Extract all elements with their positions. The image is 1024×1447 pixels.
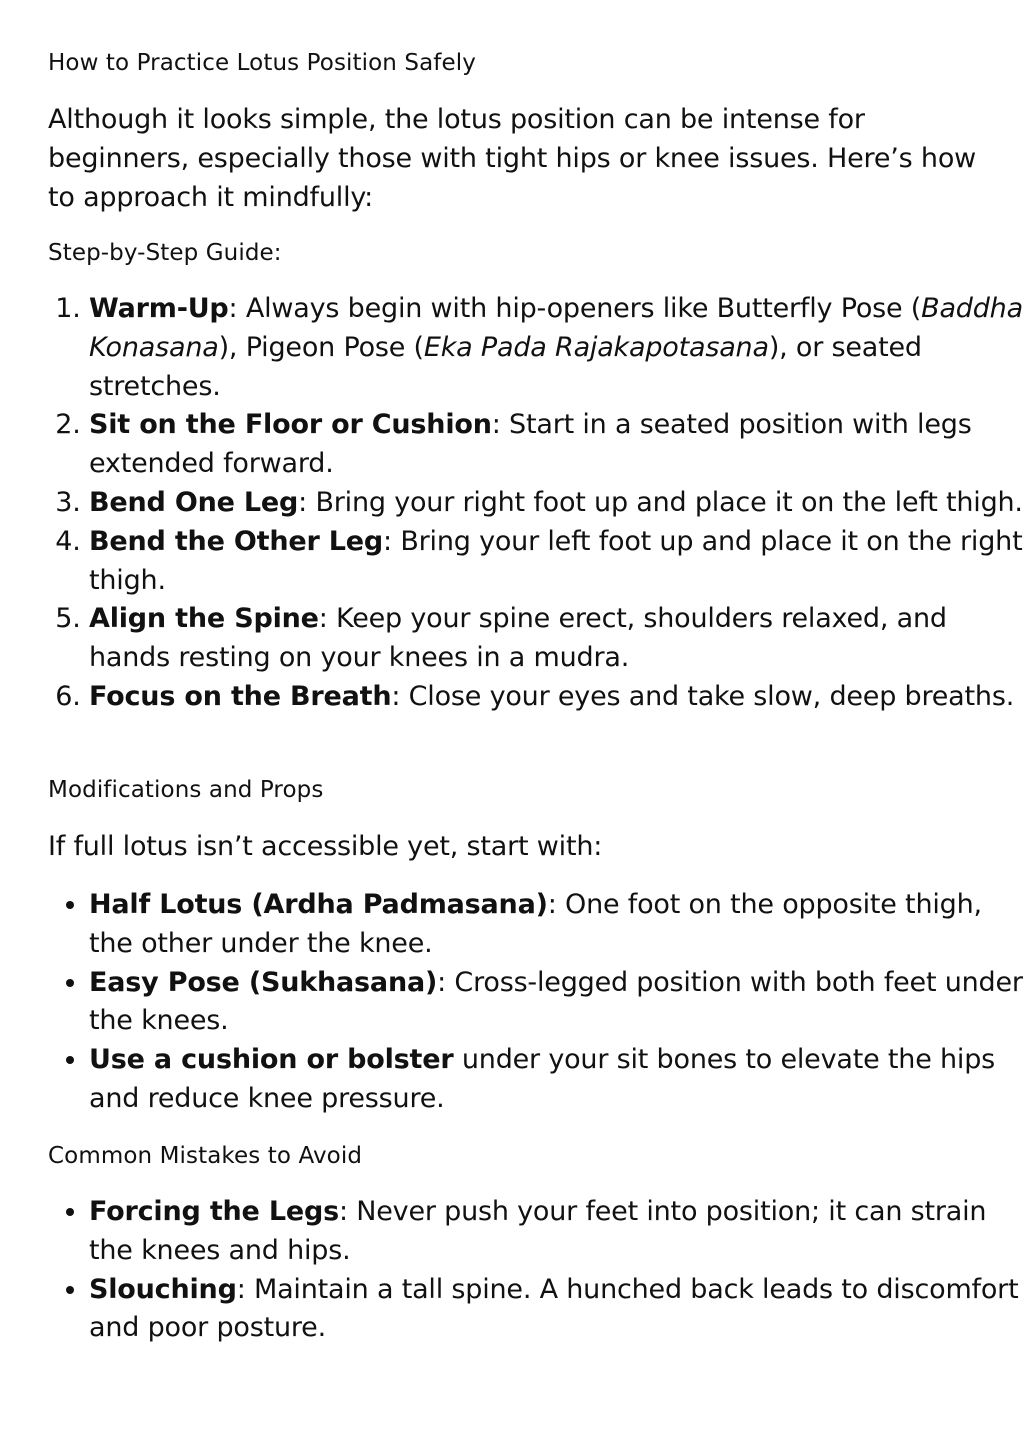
- step-title: Align the Spine: [89, 603, 319, 635]
- modifications-heading: Modifications and Props: [48, 777, 324, 803]
- step-title: Warm-Up: [89, 293, 229, 324]
- list-item: [89, 290, 1024, 406]
- steps-heading: Step-by-Step Guide:: [48, 240, 282, 266]
- list-item: [89, 1041, 1024, 1119]
- mistakes-list: [48, 1193, 1024, 1348]
- modifications-intro: If full lotus isn’t accessible yet, start with:: [48, 831, 603, 862]
- step-text: : Bring your right foot up and place it on the left thigh.: [298, 486, 1023, 518]
- step-text: ), Pigeon Pose (: [218, 331, 424, 363]
- item-title: Easy Pose (Sukhasana): [89, 966, 438, 998]
- list-item: [89, 964, 1024, 1042]
- step-text: : Always begin with hip-openers like Butterfly Pose (: [228, 293, 922, 324]
- item-text: : Cross-legged position with both feet under the knees.: [89, 966, 1023, 1037]
- list-item: [89, 678, 1024, 717]
- step-title: Bend the Other Leg: [89, 525, 384, 557]
- list-item: [89, 406, 1024, 484]
- list-item: [89, 523, 1024, 601]
- list-item: [89, 1193, 1024, 1271]
- page-title: How to Practice Lotus Position Safely: [48, 50, 476, 76]
- item-text: : Maintain a tall spine. A hunched back leads to discomfort and poor posture.: [89, 1273, 1019, 1344]
- steps-list: [48, 290, 1024, 717]
- list-item: [89, 1271, 1024, 1349]
- step-text: : Bring your left foot up and place it on the right thigh.: [89, 525, 1023, 596]
- step-italic: Baddha Konasana: [89, 293, 1023, 363]
- list-item: [89, 484, 1024, 523]
- item-title: Use a cushion or bolster: [89, 1044, 454, 1076]
- step-text: : Start in a seated position with legs extended forward.: [89, 409, 972, 480]
- item-title: Slouching: [89, 1273, 237, 1305]
- step-title: Bend One Leg: [89, 486, 299, 518]
- modifications-list: [48, 886, 1024, 1119]
- list-item: [89, 886, 1024, 964]
- item-text: : One foot on the opposite thigh, the other under the knee.: [89, 889, 982, 959]
- mistakes-heading: Common Mistakes to Avoid: [48, 1143, 363, 1169]
- item-text: : Never push your feet into position; it can strain the knees and hips.: [89, 1196, 987, 1266]
- item-title: Half Lotus (Ardha Padmasana): [89, 889, 548, 920]
- step-title: Focus on the Breath: [89, 680, 392, 712]
- step-text: : Close your eyes and take slow, deep breaths.: [391, 680, 1015, 712]
- intro-paragraph: Although it looks simple, the lotus position can be intense for beginners, especially those with tight hips or knee issues. Here’s how to approach it mindfully:: [48, 104, 977, 213]
- item-text: under your sit bones to elevate the hips and reduce knee pressure.: [89, 1044, 996, 1114]
- step-text: ), or seated stretches.: [89, 331, 922, 402]
- list-item: [89, 600, 1024, 678]
- step-italic: Eka Pada Rajakapotasana: [423, 331, 769, 363]
- step-title: Sit on the Floor or Cushion: [89, 409, 492, 441]
- item-title: Forcing the Legs: [89, 1196, 339, 1227]
- step-text: : Keep your spine erect, shoulders relaxed, and hands resting on your knees in a mudra.: [89, 603, 947, 674]
